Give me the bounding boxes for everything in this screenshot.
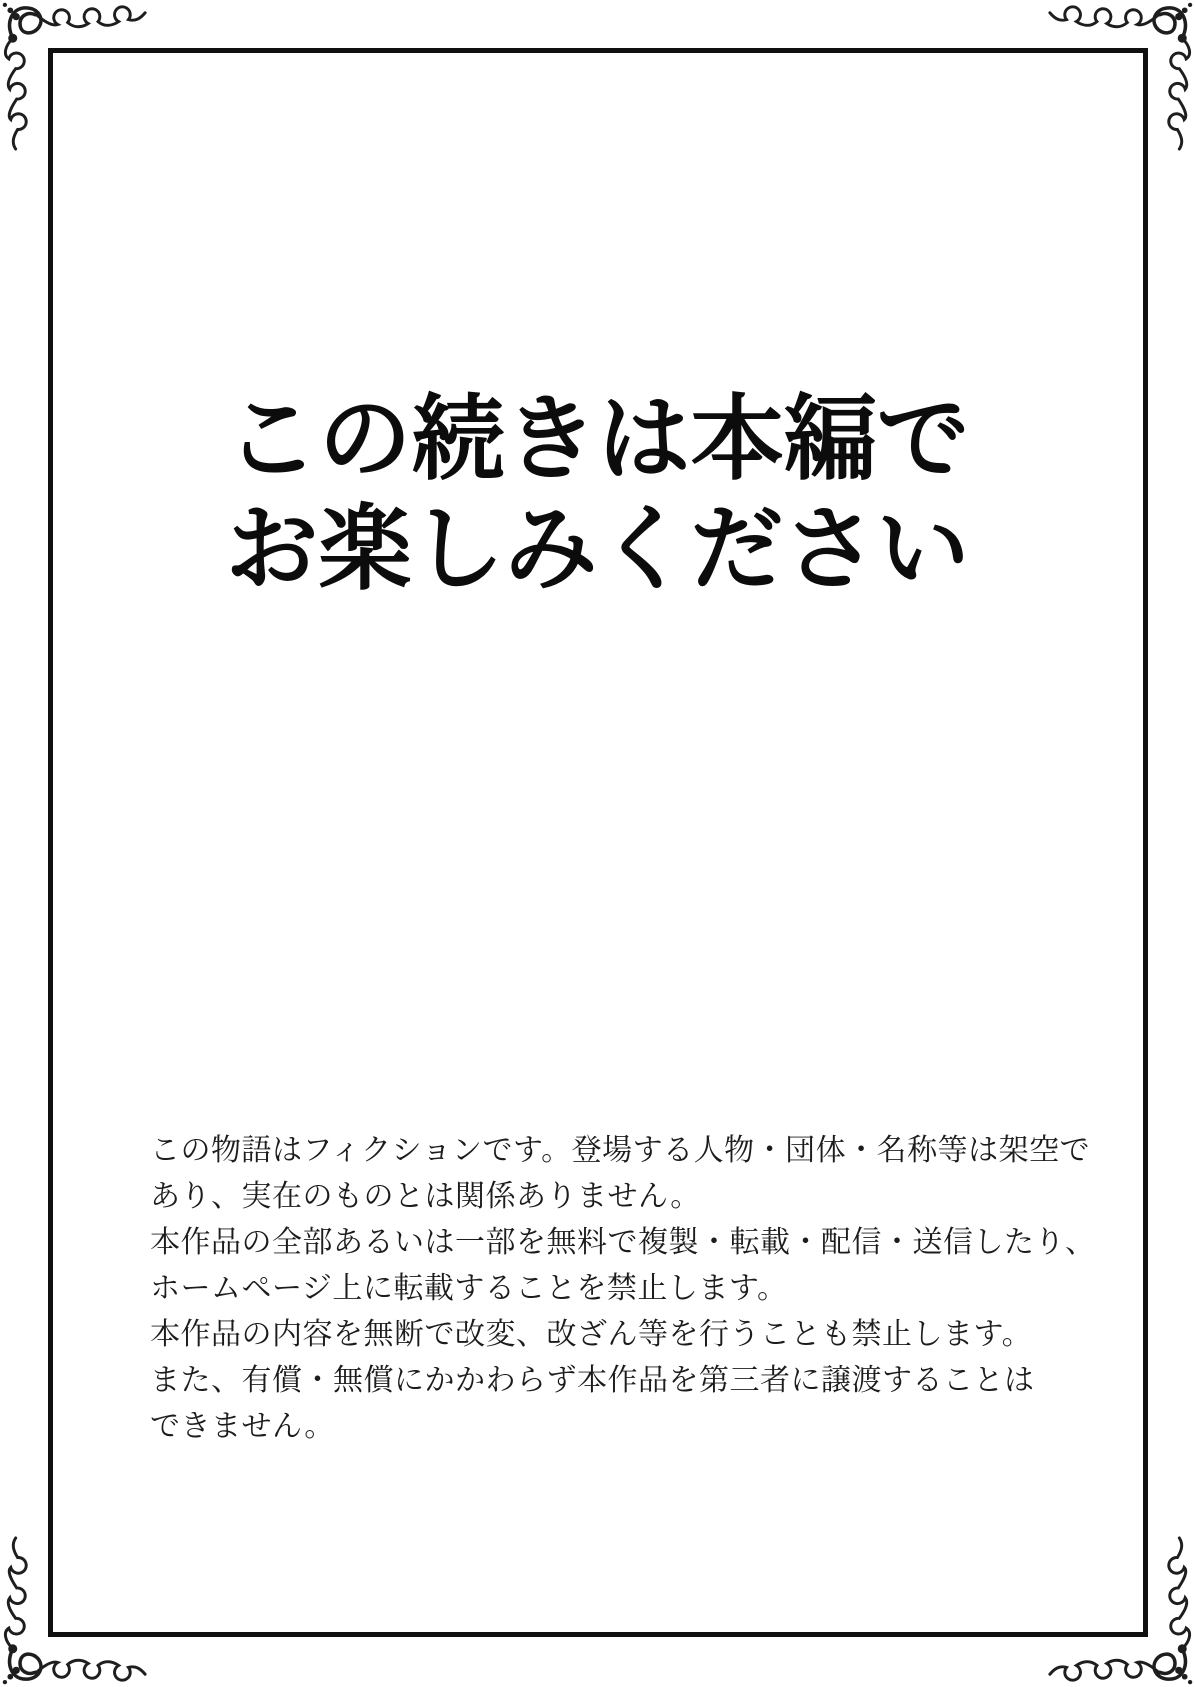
- disclaimer-line: 本作品の内容を無断で改変、改ざん等を行うことも禁止します。: [150, 1318, 1033, 1351]
- disclaimer-line: あり、実在のものとは関係ありません。: [150, 1180, 701, 1213]
- disclaimer-line: また、有償・無償にかかわらず本作品を第三者に譲渡することは: [150, 1364, 1035, 1397]
- copyright-disclaimer: [150, 1128, 1100, 1450]
- disclaimer-line: できません。: [150, 1410, 335, 1443]
- disclaimer-line: 本作品の全部あるいは一部を無料で複製・転載・配信・送信したり、: [150, 1226, 1096, 1259]
- continuation-notice-line-1: この続きは本編で: [225, 387, 970, 491]
- disclaimer-line: この物語はフィクションです。登場する人物・団体・名称等は架空で: [150, 1134, 1091, 1167]
- continuation-notice: [0, 384, 1195, 604]
- disclaimer-line: ホームページ上に転載することを禁止します。: [150, 1272, 788, 1305]
- continuation-notice-line-2: お楽しみください: [225, 497, 970, 601]
